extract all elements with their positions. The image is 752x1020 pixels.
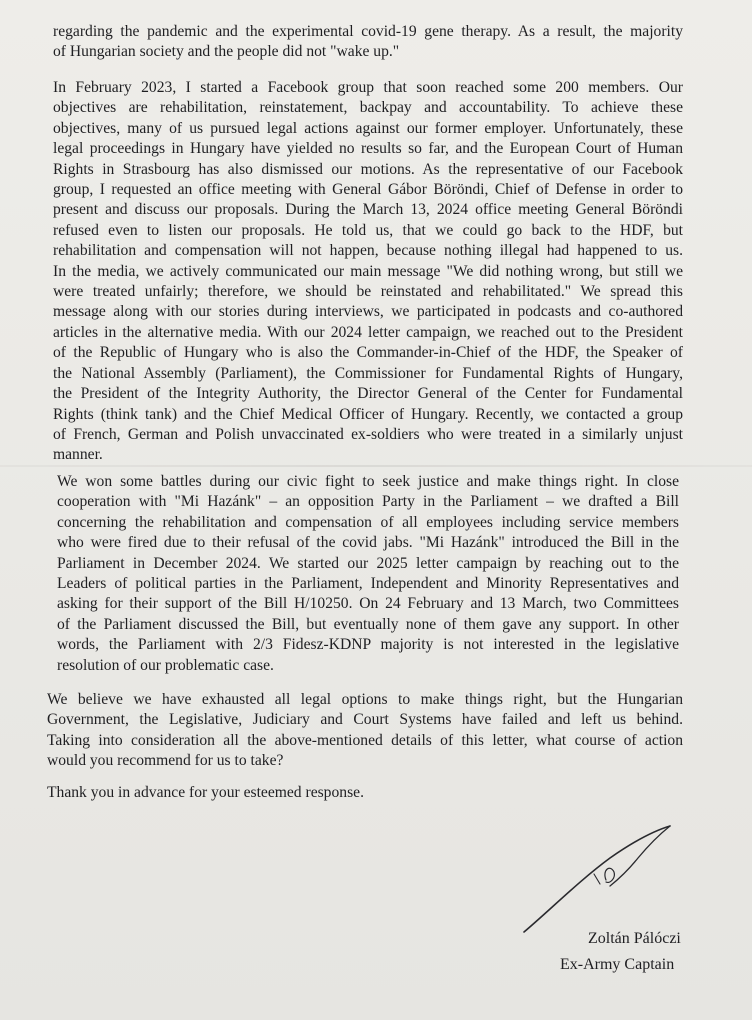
signatory-name: Zoltán Pálóczi	[588, 930, 681, 947]
text-line: We believe we have exhausted all legal options to make things right, but the Hungarian	[47, 691, 683, 708]
text-line: manner.	[53, 446, 103, 464]
text-line: regarding the pandemic and the experimental covid-19 gene therapy. As a result, the majority	[53, 23, 683, 40]
text-line: In the media, we actively communicated our main message "We did nothing wrong, but still we	[53, 262, 683, 280]
text-line: Parliament in December 2024. We started our 2025 letter campaign by reaching out to the	[57, 554, 679, 572]
text-line: resolution of our problematic case.	[57, 656, 274, 674]
text-line: would you recommend for us to take?	[47, 752, 284, 770]
text-line: Rights (think tank) and the Chief Medical Officer of Hungary. Recently, we contacted a group	[53, 405, 683, 423]
text-line: articles in the alternative media. With our 2024 letter campaign, we reached out to the President	[53, 323, 683, 341]
text-line: refused even to listen our proposals. He told us, that we could go back to the HDF, but	[53, 221, 683, 239]
text-line: objectives are rehabilitation, reinstatement, backpay and accountability. To achieve these	[53, 99, 683, 117]
handwritten-signature	[510, 820, 690, 940]
text-line: Government, the Legislative, Judiciary and Court Systems have failed and left us behind.	[47, 711, 683, 729]
paragraph-continuation	[53, 22, 683, 63]
text-line: group, I requested an office meeting with General Gábor Böröndi, Chief of Defense in order to	[53, 181, 683, 199]
text-line: the President of the Integrity Authority, the Director General of the Center for Fundamental	[53, 385, 683, 403]
text-line: rehabilitation and compensation will not happen, because nothing illegal had happened to us.	[53, 242, 683, 260]
text-line: words, the Parliament with 2/3 Fidesz-KDNP majority is not interested in the legislative	[57, 636, 679, 654]
text-line: present and discuss our proposals. During the March 13, 2024 office meeting General Böröndi	[53, 201, 683, 219]
text-line: concerning the rehabilitation and compensation of all employees including service members	[57, 513, 679, 531]
text-line: of the Republic of Hungary who is also the Commander-in-Chief of the HDF, the Speaker of	[53, 344, 683, 362]
text-line: Rights in Strasbourg has also dismissed our motions. As the representative of our Facebook	[53, 160, 683, 178]
text-line: Taking into consideration all the above-mentioned details of this letter, what course of action	[47, 731, 683, 749]
text-line: who were fired due to their refusal of the covid jabs. "Mi Hazánk" introduced the Bill in the	[57, 534, 679, 552]
paragraph-exhausted-options	[47, 690, 683, 772]
text-line: In February 2023, I started a Facebook group that soon reached some 200 members. Our	[53, 79, 683, 96]
text-line: Thank you in advance for your esteemed response.	[47, 784, 364, 801]
paragraph-facebook-group	[53, 78, 683, 466]
text-line: the National Assembly (Parliament), the Commissioner for Fundamental Rights of Hungary,	[53, 364, 683, 382]
text-line: cooperation with "Mi Hazánk" – an opposition Party in the Parliament – we drafted a Bill	[57, 493, 679, 511]
text-line: of French, German and Polish unvaccinated ex-soldiers who were treated in a similarly unjust	[53, 425, 683, 443]
signatory-title: Ex-Army Captain	[560, 956, 675, 973]
text-line: Leaders of political parties in the Parliament, Independent and Minority Representatives and	[57, 575, 679, 593]
text-line: of Hungarian society and the people did not "wake up."	[53, 43, 400, 61]
text-line: We won some battles during our civic fight to seek justice and make things right. In close	[57, 473, 679, 490]
paragraph-closing	[47, 783, 677, 803]
text-line: of the Parliament discussed the Bill, but eventually none of them gave any support. In other	[57, 615, 679, 633]
paragraph-battles	[57, 472, 679, 676]
text-line: legal proceedings in Hungary have yielded no results so far, and the European Court of Human	[53, 140, 683, 158]
text-line: message along with our stories during interviews, we participated in podcasts and co-authored	[53, 303, 683, 321]
text-line: objectives, many of us pursued legal actions against our former employer. Unfortunately, these	[53, 119, 683, 137]
text-line: asking for their support of the Bill H/10250. On 24 February and 13 March, two Committees	[57, 595, 679, 613]
text-line: were treated unfairly; therefore, we should be reinstated and rehabilitated." We spread this	[53, 283, 683, 301]
